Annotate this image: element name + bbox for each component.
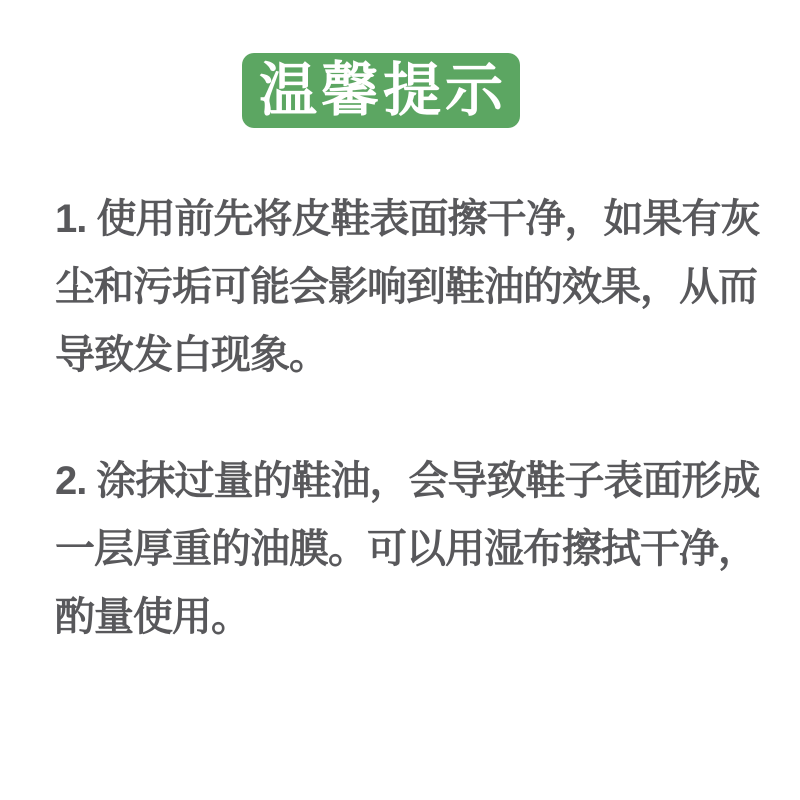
tip-2-line-2: 一层厚重的油膜。可以用湿布擦拭干净， — [55, 527, 757, 571]
tip-1-line-1: 1. 使用前先将皮鞋表面擦干净，如果有灰 — [55, 197, 760, 241]
tip-2-line-1: 2. 涂抹过量的鞋油，会导致鞋子表面形成 — [55, 459, 760, 503]
tips-content — [55, 185, 765, 651]
tip-item-2 — [55, 447, 765, 651]
tip-item-1 — [55, 185, 765, 389]
tip-1-line-2: 尘和污垢可能会影响到鞋油的效果，从而 — [55, 265, 757, 309]
warm-tips-badge — [242, 53, 520, 128]
warm-tips-badge-label: 温馨提示 — [258, 57, 507, 123]
tip-1-line-3: 导致发白现象。 — [55, 333, 328, 377]
tip-2-line-3: 酌量使用。 — [55, 595, 250, 639]
